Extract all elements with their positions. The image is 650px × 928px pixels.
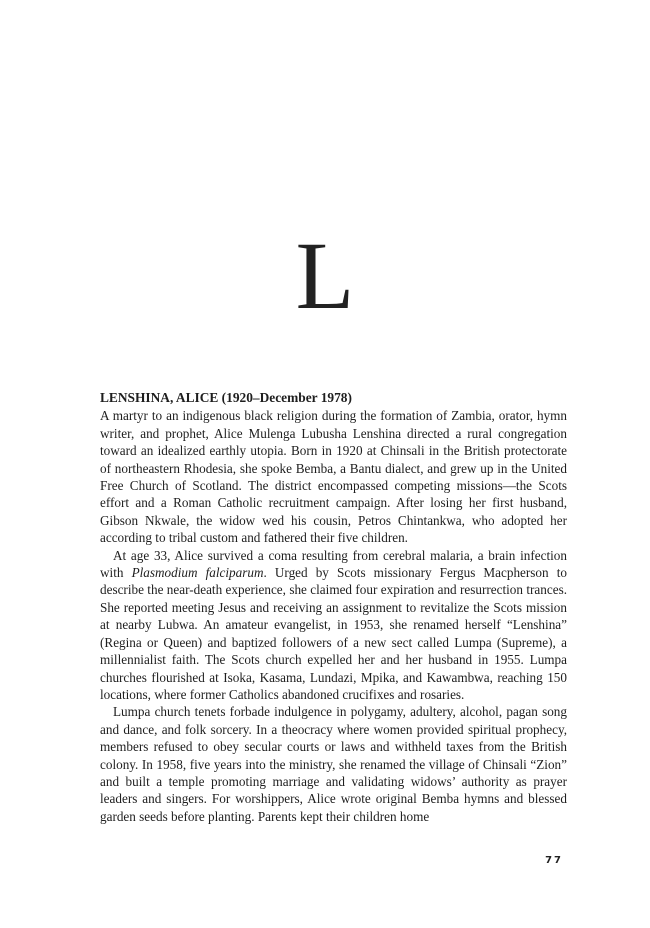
species-name: Plasmodium falciparum [131, 565, 264, 581]
entry-paragraph-2 [100, 547, 567, 704]
paragraph-2-text-end: . Urged by Scots missionary Fergus Macpherson to describe the near-death experience, she claimed four expiration and resurrection trances. She reported meeting Jesus and receiving an assignment to revitalize the Scots mission at nearby Lubwa. An amateur evangelist, in 1953, she renamed herself “Lenshina” (Regina or Queen) and baptized followers of a new sect called Lumpa (Supreme), a millennialist faith. The Scots church expelled her and her husband in 1955. Lumpa churches flourished at Isoka, Kasama, Lundazi, Mpika, and Kawambwa, reaching 150 locations, where former Catholics abandoned crucifixes and rosaries. [100, 565, 567, 702]
encyclopedia-entry [100, 389, 567, 825]
page-number: 77 [545, 855, 563, 866]
section-letter: L [295, 222, 355, 329]
entry-paragraph-1: A martyr to an indigenous black religion during the formation of Zambia, orator, hymn writer, and prophet, Alice Mulenga Lubusha Lenshina directed a rural congregation toward an idealized earthly utopia. Born in 1920 at Chinsali in the British protectorate of northeastern Rhodesia, she spoke Bemba, a Bantu dialect, and grew up in the United Free Church of Scotland. The district encompassed competing missions—the Scots effort and a Roman Catholic recruitment campaign. After losing her first husband, Gibson Nkwale, the widow wed his cousin, Petros Chintankwa, who adopted her according to tribal custom and fathered their five children. [100, 408, 567, 546]
paragraph-2-text-start: At age 33, Alice survived a coma resulting from cerebral malaria, a brain infection with [100, 547, 567, 581]
entry-paragraph-3: Lumpa church tenets forbade indulgence in polygamy, adultery, alcohol, pagan song and dance, and folk sorcery. In a theocracy where women provided spiritual prophecy, members refused to obey secular courts or laws and withheld taxes from the British colony. In 1958, five years into the ministry, she renamed the village of Chinsali “Zion” and built a temple promoting marriage and validating widows’ authority as prayer leaders and singers. For worshippers, Alice wrote original Bemba hymns and blessed garden seeds before planting. Parents kept their children home [100, 704, 567, 824]
entry-heading: LENSHINA, ALICE (1920–December 1978) [100, 390, 352, 405]
